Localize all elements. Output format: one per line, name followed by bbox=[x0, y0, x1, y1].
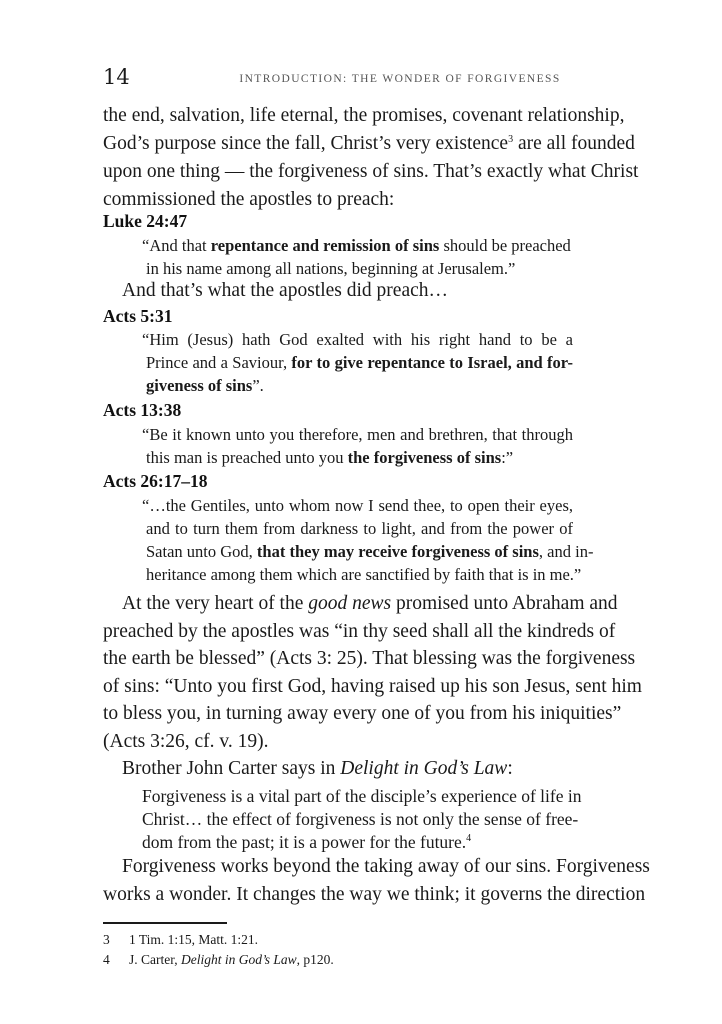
acts531-quote-line2 bbox=[146, 352, 573, 374]
para1-line2-text: God’s purpose since the fall, Christ’s very existence bbox=[103, 133, 509, 154]
para3-line bbox=[122, 757, 513, 781]
footnote-text: J. Carter, bbox=[129, 952, 181, 967]
acts2617-quote-line4: heritance among them which are sanctified by faith that is in me.” bbox=[146, 565, 582, 584]
scripture-ref-luke-24-47: Luke 24:47 bbox=[103, 211, 188, 231]
para2-line4: of sins: “Unto you first God, having raised up his son Jesus, sent him bbox=[103, 676, 642, 697]
para2-line5: to bless you, in turning away every one of you from his iniquities” bbox=[103, 703, 622, 724]
acts2617-quote-line1: “…the Gentiles, unto whom now I send thee, to open their eyes, bbox=[142, 496, 573, 515]
acts1338-quote-text: this man is preached unto you bbox=[146, 448, 348, 467]
acts531-quote-close: ”. bbox=[252, 376, 264, 395]
footnote-book-title: Delight in God’s Law bbox=[180, 952, 297, 967]
para1-line4: commissioned the apostles to preach: bbox=[103, 189, 395, 210]
acts2617-quote-text: Satan unto God, bbox=[146, 542, 257, 561]
para2-text: At the very heart of the bbox=[122, 593, 309, 614]
acts531-quote-emphasis-end: giveness of sins bbox=[146, 376, 253, 395]
luke-quote-emphasis: repentance and remission of sins bbox=[210, 236, 440, 255]
acts1338-quote-emphasis: the forgiveness of sins bbox=[347, 448, 502, 467]
para4-line1: Forgiveness works beyond the taking away of our sins. Forgiveness bbox=[122, 856, 650, 877]
acts1338-quote-close: :” bbox=[501, 448, 514, 467]
para2-line6: (Acts 3:26, cf. v. 19). bbox=[103, 731, 269, 752]
footnote-number: 3 bbox=[103, 932, 110, 947]
running-head: INTRODUCTION: THE WONDER OF FORGIVENESS bbox=[239, 73, 561, 85]
book-title: Delight in God’s Law bbox=[340, 758, 508, 779]
footnote-4 bbox=[103, 951, 334, 969]
page-number: 14 bbox=[103, 65, 130, 89]
acts2617-quote-emphasis: that they may receive forgiveness of sins bbox=[256, 542, 539, 561]
acts531-quote-line3 bbox=[146, 375, 264, 397]
para3-text: Brother John Carter says in bbox=[122, 758, 341, 779]
blockquote-line1: Forgiveness is a vital part of the disciple’s experience of life in bbox=[142, 786, 582, 806]
para2-emphasis: good news bbox=[308, 593, 392, 614]
acts2617-quote-line2: and to turn them from darkness to light, and from the power of bbox=[146, 519, 573, 538]
footnote-rule bbox=[103, 922, 227, 924]
luke-quote-rest: should be preached bbox=[439, 236, 571, 255]
acts531-quote-text: Prince and a Saviour, bbox=[146, 353, 292, 372]
luke-quote-line1 bbox=[142, 235, 571, 257]
acts2617-quote-line3 bbox=[146, 541, 594, 563]
para4-line2: works a wonder. It changes the way we think; it governs the direction bbox=[103, 884, 646, 905]
scripture-ref-acts-5-31: Acts 5:31 bbox=[103, 306, 173, 326]
blockquote-line3 bbox=[142, 831, 471, 853]
acts1338-quote-line2 bbox=[146, 447, 513, 469]
para1-line1: the end, salvation, life eternal, the promises, covenant relationship, bbox=[103, 105, 625, 126]
scripture-ref-acts-13-38: Acts 13:38 bbox=[103, 400, 182, 420]
para2-line2: preached by the apostles was “in thy seed shall all the kindreds of bbox=[103, 621, 616, 642]
para2-line1 bbox=[122, 592, 618, 616]
blockquote-line2: Christ… the effect of forgiveness is not only the sense of free- bbox=[142, 809, 579, 829]
acts531-quote-emphasis: for to give repentance to Israel, and for- bbox=[291, 353, 574, 372]
transition-line: And that’s what the apostles did preach… bbox=[122, 280, 449, 301]
para1-line3: upon one thing — the forgiveness of sins. That’s exactly what Christ bbox=[103, 161, 639, 182]
para2-rest: promised unto Abraham and bbox=[391, 593, 618, 614]
para3-colon: : bbox=[507, 758, 513, 779]
acts531-quote-line1: “Him (Jesus) hath God exalted with his right hand to be a bbox=[142, 330, 573, 349]
footnote-3 bbox=[103, 931, 258, 949]
para1-line2 bbox=[103, 132, 635, 156]
acts2617-quote-rest: , and in- bbox=[538, 542, 594, 561]
para2-line3: the earth be blessed” (Acts 3: 25). That blessing was the forgiveness bbox=[103, 648, 636, 669]
footnote-page: , p120. bbox=[296, 952, 334, 967]
luke-quote-line2: in his name among all nations, beginning at Jerusalem.” bbox=[146, 259, 516, 278]
acts1338-quote-line1: “Be it known unto you therefore, men and brethren, that through bbox=[142, 425, 573, 444]
scripture-ref-acts-26-17-18: Acts 26:17–18 bbox=[103, 471, 208, 491]
luke-quote-open: “And that bbox=[142, 236, 211, 255]
footnote-ref-4: 4 bbox=[466, 833, 472, 844]
footnote-ref-3: 3 bbox=[508, 134, 514, 145]
para1-line2-rest: are all founded bbox=[513, 133, 635, 154]
footnote-number: 4 bbox=[103, 952, 110, 967]
blockquote-text: dom from the past; it is a power for the future. bbox=[142, 832, 467, 852]
footnote-text: 1 Tim. 1:15, Matt. 1:21. bbox=[129, 932, 259, 947]
